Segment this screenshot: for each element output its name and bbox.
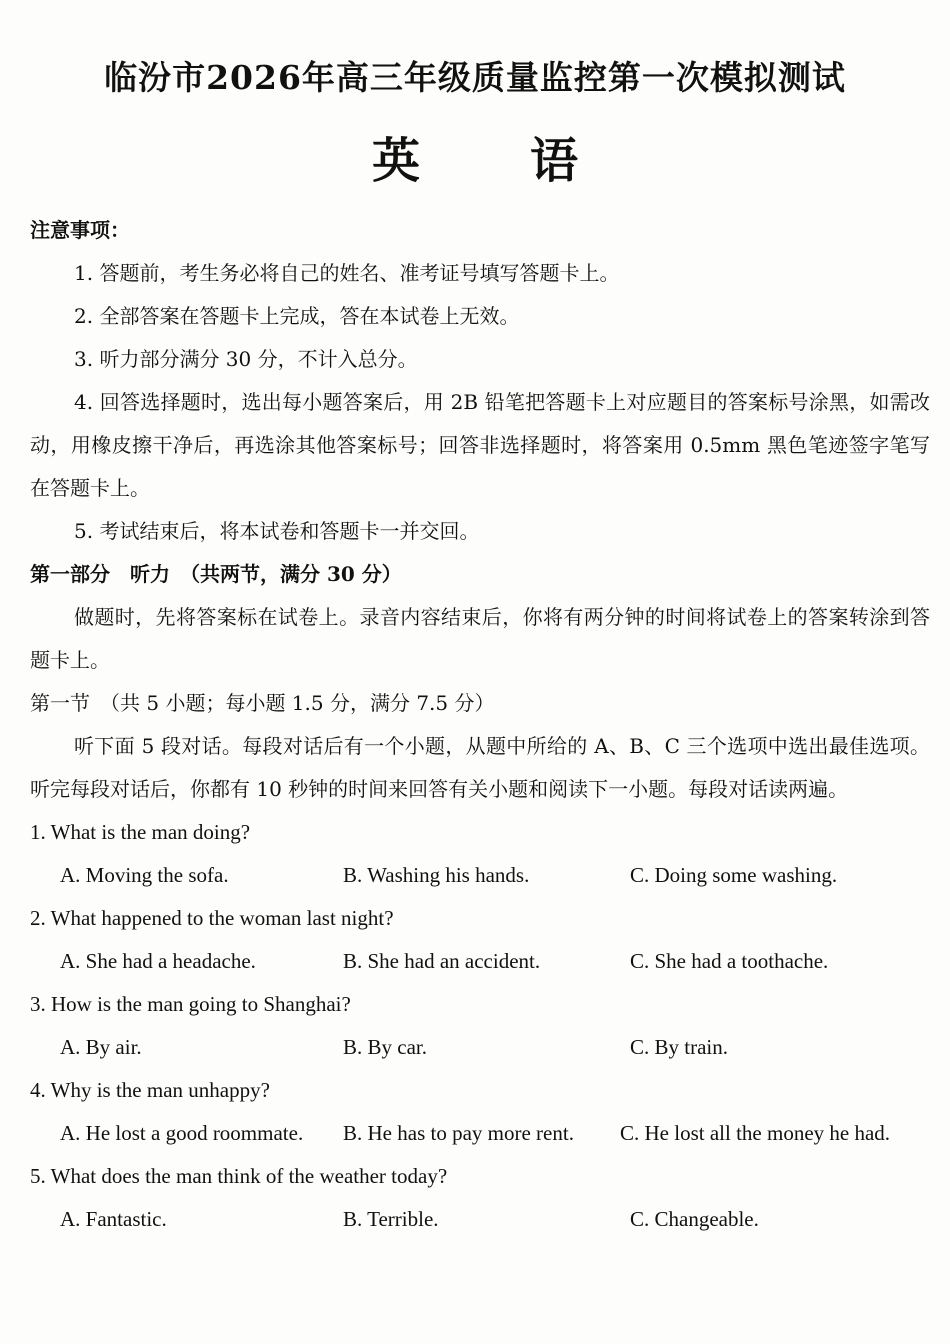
option-a: A. Moving the sofa.	[60, 863, 229, 887]
option-c: C. Changeable.	[630, 1207, 759, 1231]
exam-title: 临汾市2026年高三年级质量监控第一次模拟测试	[104, 58, 846, 97]
question-options	[30, 1198, 930, 1241]
option-c: C. Doing some washing.	[630, 863, 838, 887]
section1-instructions: 听下面 5 段对话。每段对话后有一个小题，从题中所给的 A、B、C 三个选项中选出最佳选项。听完每段对话后，你都有 10 秒钟的时间来回答有关小题和阅读下一小题。每段对话读两遍。	[30, 734, 930, 801]
section1-heading: 第一节 （共 5 小题；每小题 1.5 分，满分 7.5 分）	[30, 691, 495, 715]
option-a: A. By air.	[60, 1035, 142, 1059]
question-options	[30, 1112, 930, 1155]
part1-instructions: 做题时，先将答案标在试卷上。录音内容结束后，你将有两分钟的时间将试卷上的答案转涂到答题卡上。	[30, 605, 930, 672]
question-stem: 3. How is the man going to Shanghai?	[30, 992, 351, 1016]
option-a: A. She had a headache.	[60, 949, 256, 973]
option-b: B. Washing his hands.	[343, 863, 530, 887]
option-c: C. By train.	[630, 1035, 728, 1059]
question-options	[30, 854, 930, 897]
option-c: C. She had a toothache.	[630, 949, 829, 973]
option-b: B. Terrible.	[343, 1207, 439, 1231]
notice-item: 1. 答题前，考生务必将自己的姓名、准考证号填写答题卡上。	[74, 261, 620, 285]
notice-item: 3. 听力部分满分 30 分，不计入总分。	[74, 347, 418, 371]
subject-title	[0, 122, 950, 191]
question-stem: 1. What is the man doing?	[30, 820, 251, 844]
subject-char: 英	[371, 133, 420, 189]
question-stem: 5. What does the man think of the weather today?	[30, 1164, 448, 1188]
question-stem: 2. What happened to the woman last night?	[30, 906, 394, 930]
option-b: B. She had an accident.	[343, 949, 541, 973]
option-c: C. He lost all the money he had.	[620, 1121, 891, 1145]
part1-heading: 第一部分 听力 （共两节，满分 30 分）	[30, 562, 402, 586]
option-a: A. He lost a good roommate.	[60, 1121, 304, 1145]
question-options	[30, 940, 930, 983]
exam-body	[30, 209, 930, 1241]
question-options	[30, 1026, 930, 1069]
option-b: B. By car.	[343, 1035, 427, 1059]
notice-heading: 注意事项：	[30, 218, 130, 242]
notice-item: 2. 全部答案在答题卡上完成，答在本试卷上无效。	[74, 304, 520, 328]
subject-char: 语	[530, 133, 579, 189]
option-a: A. Fantastic.	[60, 1207, 167, 1231]
option-b: B. He has to pay more rent.	[343, 1121, 574, 1145]
question-stem: 4. Why is the man unhappy?	[30, 1078, 270, 1102]
notice-item: 4. 回答选择题时，选出每小题答案后，用 2B 铅笔把答题卡上对应题目的答案标号涂黑，如需改动，用橡皮擦干净后，再选涂其他答案标号；回答非选择题时，将答案用 0.5mm 黑色笔迹签字笔写在答题卡上。	[30, 390, 930, 500]
notice-item: 5. 考试结束后，将本试卷和答题卡一并交回。	[74, 519, 480, 543]
